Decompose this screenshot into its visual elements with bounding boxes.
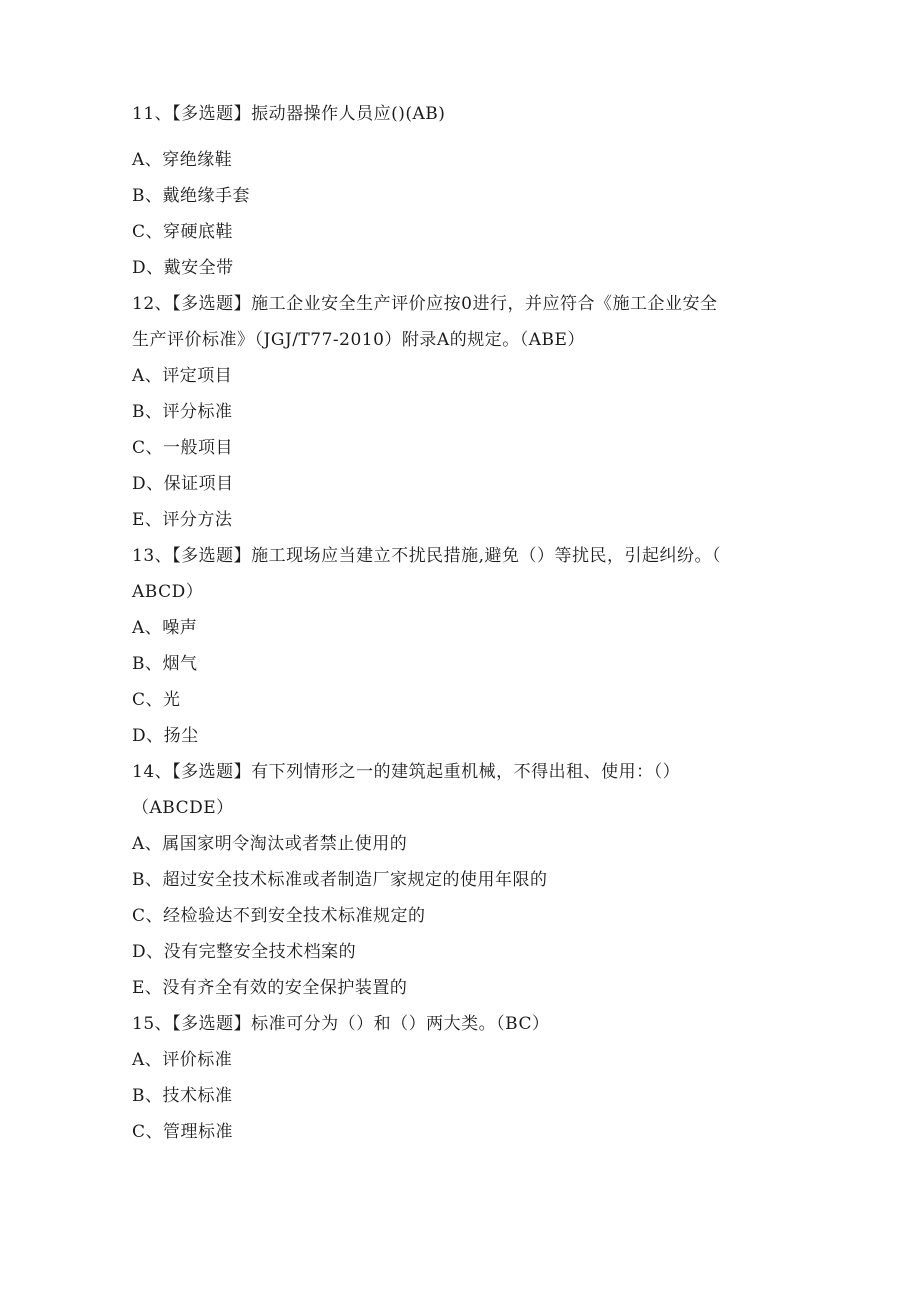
option-b: B、超过安全技术标准或者制造厂家规定的使用年限的 [132,870,548,890]
option-e: E、没有齐全有效的安全保护装置的 [132,978,408,998]
question-text-line: 13、【多选题】施工现场应当建立不扰民措施,避免（）等扰民，引起纠纷。（ [132,546,722,566]
option-c: C、经检验达不到安全技术标准规定的 [132,906,426,926]
option-a: A、噪声 [132,618,198,638]
question-text-line: 12、【多选题】施工企业安全生产评价应按0进行，并应符合《施工企业安全 [132,294,718,314]
option-d: D、戴安全带 [132,258,234,278]
question-text-line: 14、【多选题】有下列情形之一的建筑起重机械，不得出租、使用：（） [132,762,681,782]
option-b: B、评分标准 [132,402,233,422]
question-11 [132,96,782,286]
question-text-line: 生产评价标准》（JGJ/T77-2010）附录A的规定。（ABE） [132,330,585,350]
option-b: B、技术标准 [132,1086,233,1106]
question-text-line: ABCD） [132,582,204,602]
question-text-line: 11、【多选题】振动器操作人员应()(AB) [132,104,446,124]
option-c: C、管理标准 [132,1122,234,1142]
option-d: D、没有完整安全技术档案的 [132,942,357,962]
option-a: A、穿绝缘鞋 [132,150,233,170]
option-b: B、烟气 [132,654,198,674]
option-d: D、保证项目 [132,474,234,494]
question-14 [132,754,782,1006]
option-a: A、评定项目 [132,366,233,386]
question-12 [132,286,782,538]
option-e: E、评分方法 [132,510,233,530]
option-c: C、光 [132,690,181,710]
question-text-line: 15、【多选题】标准可分为（）和（）两大类。（BC） [132,1014,550,1034]
option-a: A、评价标准 [132,1050,233,1070]
option-a: A、属国家明令淘汰或者禁止使用的 [132,834,408,854]
option-d: D、扬尘 [132,726,199,746]
option-c: C、一般项目 [132,438,234,458]
question-text-line: （ABCDE） [132,798,234,818]
option-c: C、穿硬底鞋 [132,222,234,242]
question-15 [132,1006,782,1150]
document-body [132,96,782,1150]
question-13 [132,538,782,754]
option-b: B、戴绝缘手套 [132,186,250,206]
